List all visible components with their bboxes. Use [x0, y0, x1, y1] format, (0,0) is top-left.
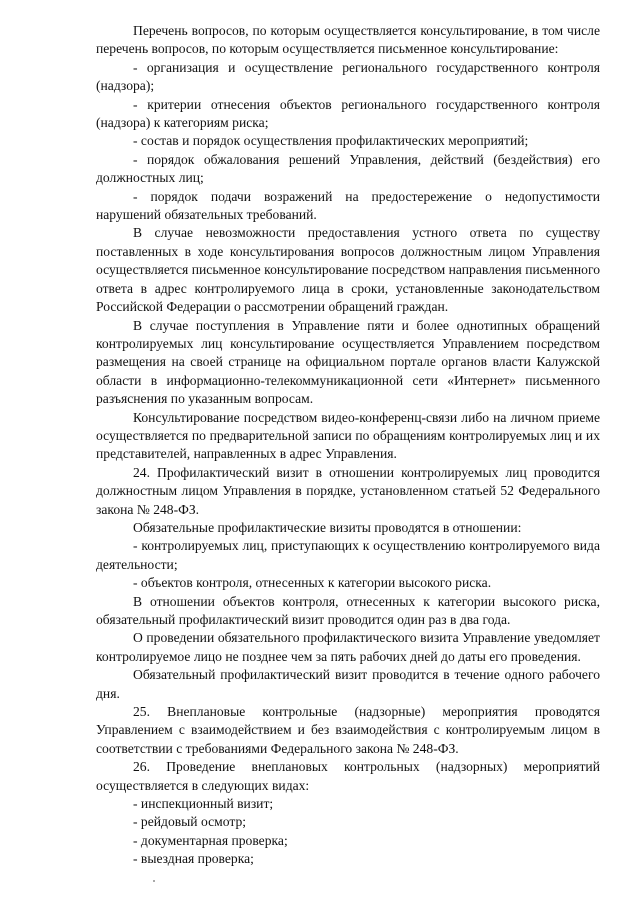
paragraph-consultation-topics: Перечень вопросов, по которым осуществляется консультирование, в том числе перечень вопросов, по которым осуществляется письменное консультирование:: [96, 23, 600, 57]
paragraph-visit-notice: О проведении обязательного профилактического визита Управление уведомляет контролируемое лицо не позднее чем за пять рабочих дней до даты его проведения.: [96, 630, 600, 664]
scan-speck: [153, 880, 155, 882]
paragraph-section-24: 24. Профилактический визит в отношении контролируемых лиц проводится должностным лицом Управления в порядке, установленном статьей 52 Федерального закона № 248-ФЗ.: [96, 464, 600, 517]
list-item-raid-inspection: - рейдовый осмотр;: [133, 814, 247, 830]
list-item-objections: - порядок подачи возражений на предостережение о недопустимости нарушений обязательных требований.: [96, 188, 600, 223]
list-item-risk-criteria: - критерии отнесения объектов регионального государственного контроля (надзора) к категориям риска;: [96, 96, 600, 131]
list-item-appeal-procedure: - порядок обжалования решений Управления, действий (бездействия) его должностных лиц;: [96, 151, 600, 186]
paragraph-mandatory-visits: Обязательные профилактические визиты проводятся в отношении:: [133, 519, 522, 535]
paragraph-five-requests: В случае поступления в Управление пяти и более однотипных обращений контролируемых лиц консультирование осуществляется Управлением посредством размещения на своей странице на официальном портале органов власти Калужской области в информационно-телекоммуникационной сети «Интернет» письменного разъяснения по указанным вопросам.: [96, 317, 600, 407]
list-item-inspection-visit: - инспекционный визит;: [133, 796, 274, 812]
list-item-document-check: - документарная проверка;: [133, 832, 288, 848]
list-item-onsite-check: - выездная проверка;: [133, 851, 254, 867]
list-item-preventive-measures: - состав и порядок осуществления профилактических мероприятий;: [133, 133, 529, 149]
paragraph-written-consultation: В случае невозможности предоставления устного ответа по существу поставленных в ходе консультирования вопросов должностным лицом Управления осуществляется письменное консультирование посредством направления письменного ответа в адрес контролируемого лица в сроки, установленные законодательством Российской Федерации о рассмотрении обращений граждан.: [96, 225, 600, 315]
paragraph-video-consultation: Консультирование посредством видео-конференц-связи либо на личном приеме осуществляется по предварительной записи по обращениям контролируемых лиц и их представителей, направленных в адрес Управления.: [96, 409, 600, 462]
paragraph-section-25: 25. Внеплановые контрольные (надзорные) мероприятия проводятся Управлением с взаимодействием и без взаимодействия с контролируемым лицом в соответствии с требованиями Федерального закона № 248-ФЗ.: [96, 704, 600, 756]
paragraph-visit-duration: Обязательный профилактический визит проводится в течение одного рабочего дня.: [96, 667, 600, 701]
list-item-high-risk: - объектов контроля, отнесенных к категории высокого риска.: [133, 575, 492, 591]
paragraph-section-26: 26. Проведение внеплановых контрольных (надзорных) мероприятий осуществляется в следующих видах:: [96, 759, 600, 793]
list-item-new-activity: - контролируемых лиц, приступающих к осуществлению контролируемого вида деятельности;: [96, 538, 600, 572]
paragraph-visit-frequency: В отношении объектов контроля, отнесенных к категории высокого риска, обязательный профилактический визит проводится один раз в два года.: [96, 593, 600, 627]
list-item-organization: - организация и осуществление регионального государственного контроля (надзора);: [96, 59, 600, 94]
